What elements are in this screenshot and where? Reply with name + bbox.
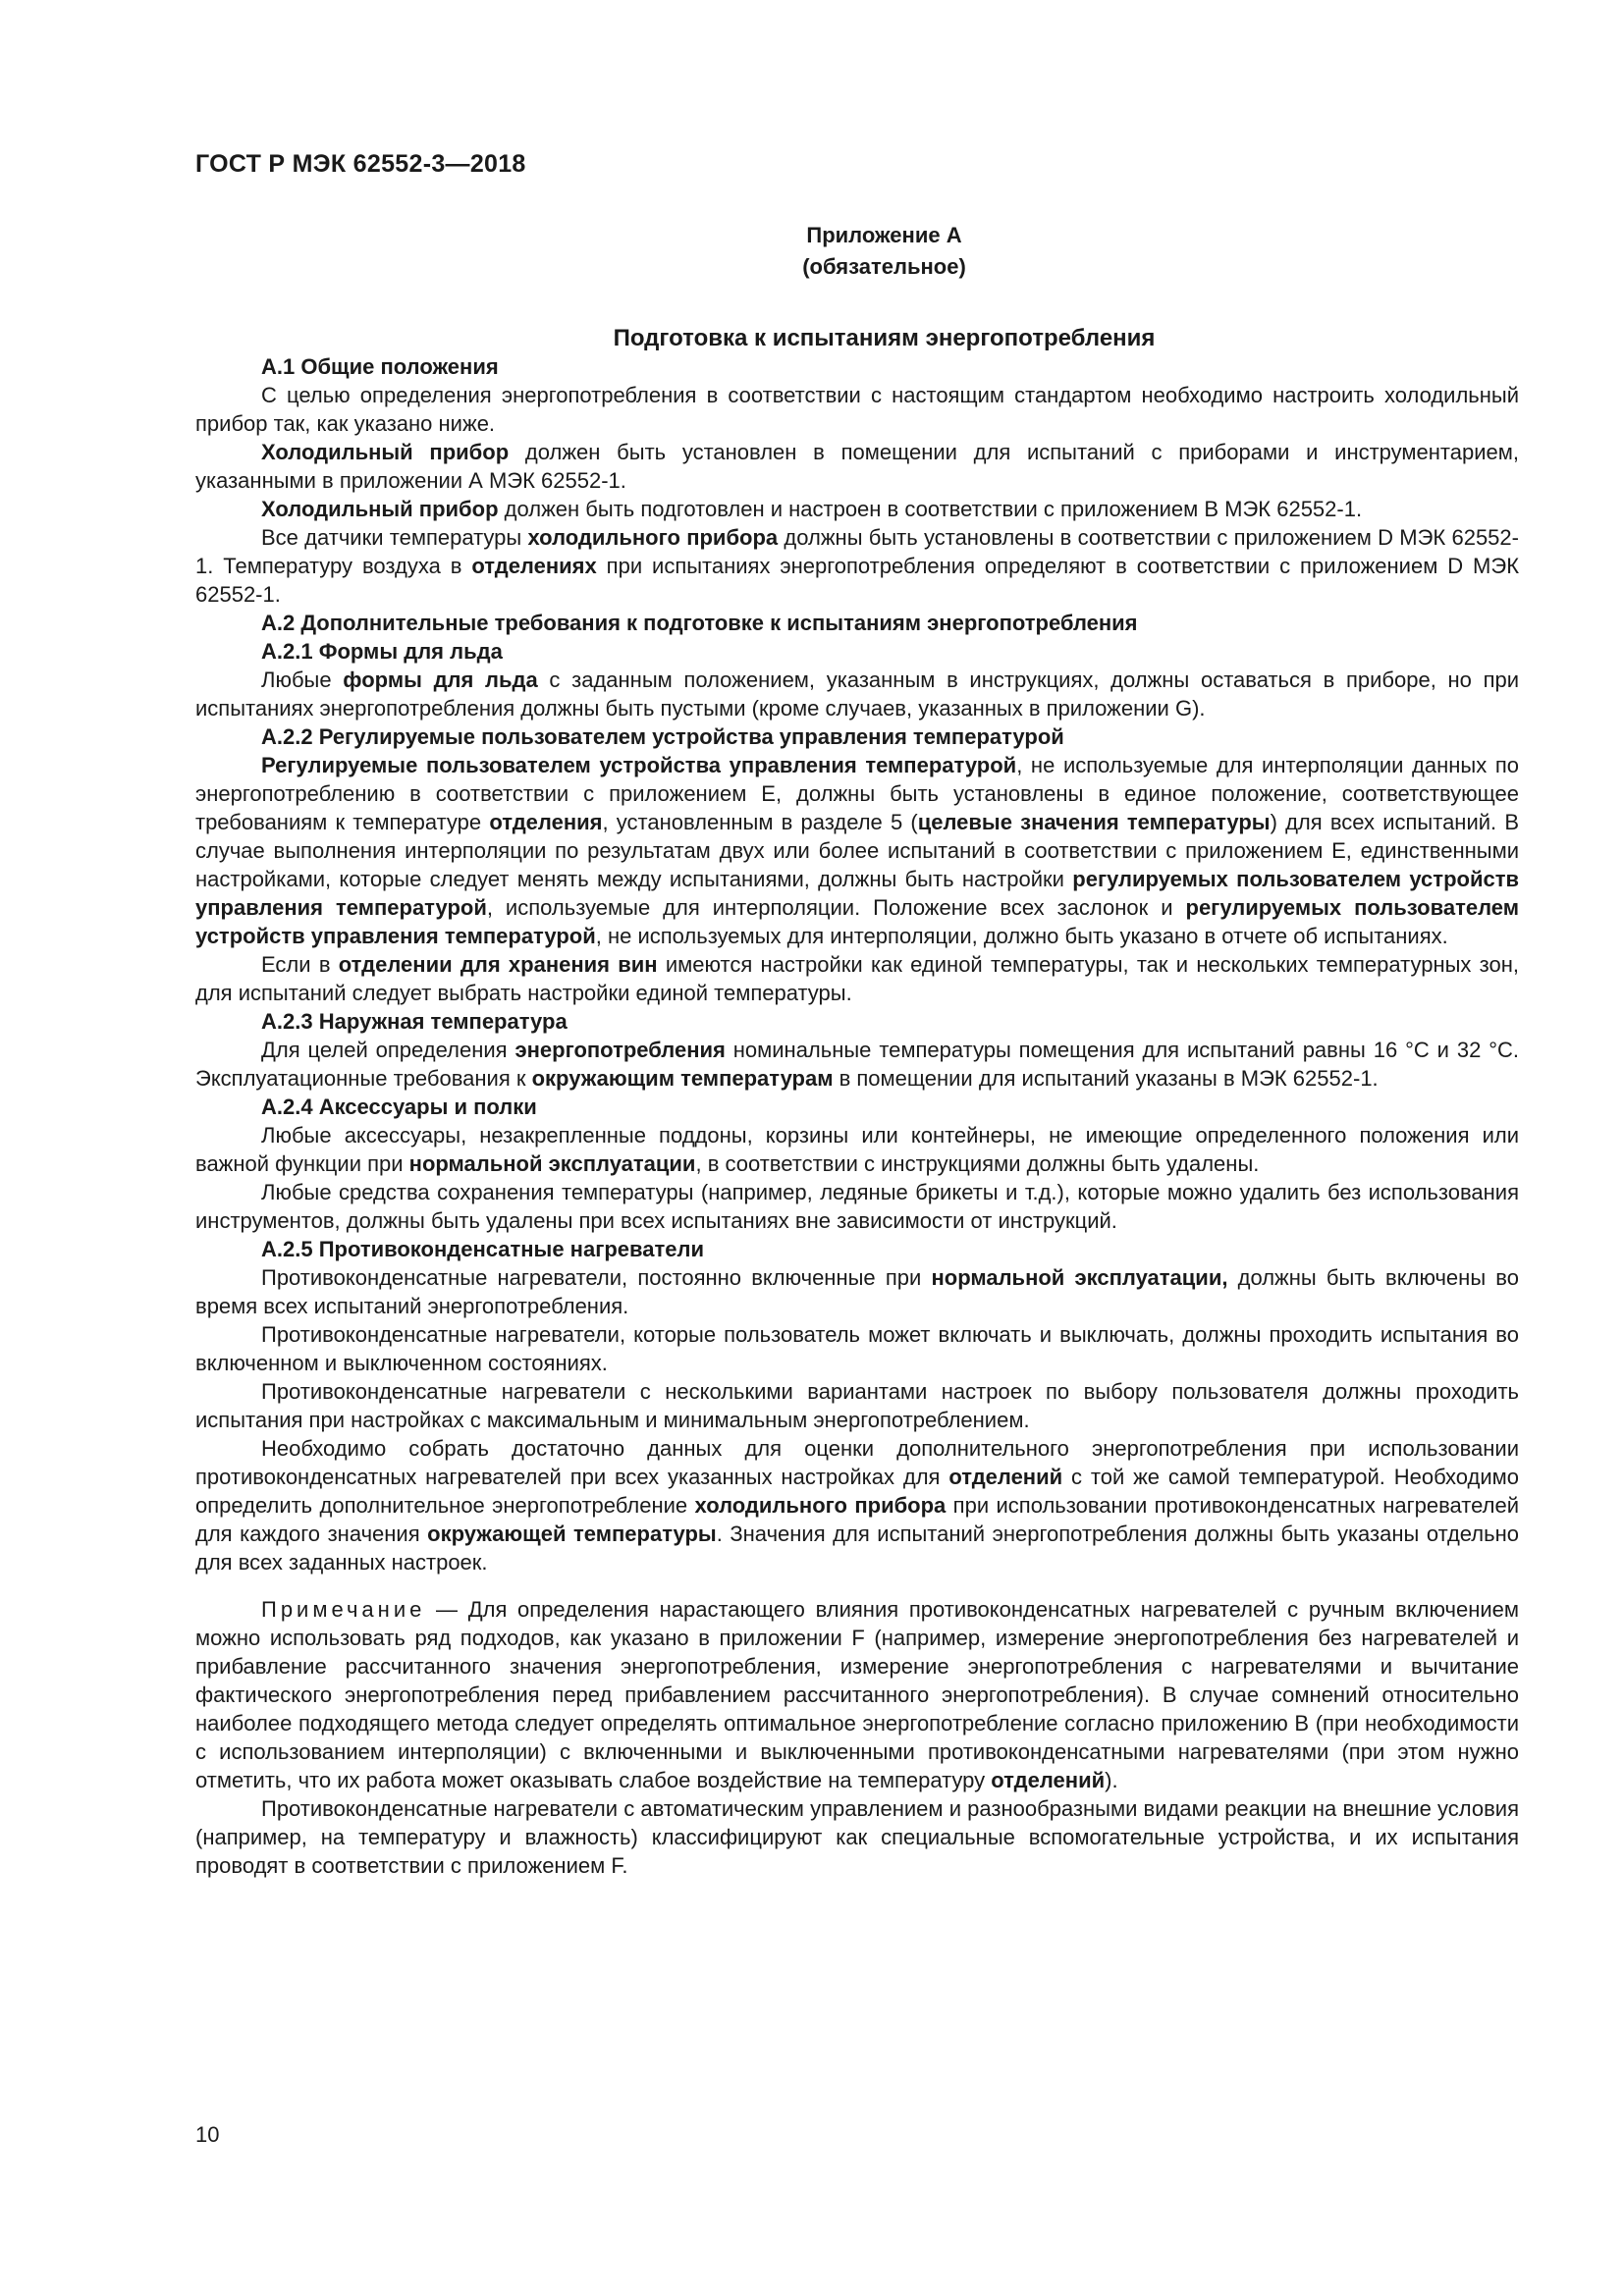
page-number: 10: [195, 2122, 220, 2147]
term-bold: нормальной эксплуатации: [408, 1151, 696, 1176]
section-a25-paragraph-4: [195, 1434, 1519, 1576]
section-a25-paragraph-3: Противоконденсатные нагреватели с несколькими вариантами настроек по выбору пользователя должны проходить испытания при настройках с максимальным и минимальным энергопотреблением.: [195, 1379, 1519, 1432]
section-a24-heading: А.2.4 Аксессуары и полки: [261, 1095, 537, 1119]
section-a24-paragraph-1: [195, 1121, 1519, 1178]
section-a1-paragraph-1: С целью определения энергопотребления в соответствии с настоящим стандартом необходимо настроить холодильный прибор так, как указано ниже.: [195, 383, 1519, 436]
text-run: Любые аксессуары, незакрепленные поддоны, корзины или контейнеры, не имеющие определенного положения или важной функции при: [195, 1123, 1519, 1176]
text-run: имеются настройки как единой температуры, так и нескольких температурных зон, для испытаний следует выбрать настройки единой температуры.: [195, 952, 1520, 1005]
section-a1-paragraph-4: [195, 523, 1519, 609]
text-run: должен быть подготовлен и настроен в соответствии с приложением В МЭК 62552-1.: [498, 497, 1363, 521]
text-run: Необходимо собрать достаточно данных для оценки дополнительного энергопотребления при использовании противоконденсатных нагревателей при всех указанных настройках для: [195, 1436, 1519, 1489]
term-bold: отделений: [991, 1768, 1106, 1792]
document-header: ГОСТ Р МЭК 62552-3—2018: [195, 150, 526, 178]
text-run: должны быть установлены в соответствии с приложением D МЭК 62552-1. Температуру воздуха в: [195, 525, 1519, 578]
term-bold: Холодильный прибор: [261, 497, 499, 521]
section-a21-heading: А.2.1 Формы для льда: [261, 639, 503, 664]
note-paragraph: [195, 1595, 1519, 1794]
section-a2-heading: А.2 Дополнительные требования к подготовке к испытаниям энергопотребления: [261, 611, 1138, 635]
term-bold: окружающей температуры: [427, 1522, 717, 1546]
term-bold: окружающим температурам: [531, 1066, 834, 1091]
annex-status: (обязательное): [802, 254, 966, 279]
section-a25-paragraph-1: [195, 1263, 1519, 1320]
term-bold: отделениях: [471, 554, 597, 578]
section-a24-paragraph-2: Любые средства сохранения температуры (например, ледяные брикеты и т.д.), которые можно удалить без использования инструментов, должны быть удалены при всех испытаниях вне зависимости от инструкций.: [195, 1180, 1519, 1233]
section-a22-heading: А.2.2 Регулируемые пользователем устройства управления температурой: [261, 724, 1064, 749]
term-bold: целевые значения температуры: [917, 810, 1271, 834]
document-body: [195, 220, 1519, 1880]
term-bold: энергопотребления: [514, 1038, 726, 1062]
annex-title: Приложение А: [806, 223, 962, 247]
section-a1-paragraph-3: [195, 495, 1519, 523]
text-run: , не используемые для интерполяции данных по энергопотреблению в соответствии с приложением Е, должны быть установлены в единое положение, соответствующее требованиям к температуре: [195, 753, 1519, 834]
text-run: Для целей определения: [261, 1038, 515, 1062]
text-run: . Значения для испытаний энергопотребления должны быть указаны отдельно для всех заданных настроек.: [195, 1522, 1519, 1575]
text-run: , не используемых для интерполяции, должно быть указано в отчете об испытаниях.: [595, 924, 1448, 948]
text-run: , используемые для интерполяции. Положение всех заслонок и: [486, 895, 1186, 920]
term-bold: холодильного прибора: [694, 1493, 947, 1518]
text-run: номинальные температуры помещения для испытаний равны 16 °С и 32 °С. Эксплуатационные требования к: [195, 1038, 1520, 1091]
term-bold: регулируемых пользователем устройств управления температурой: [195, 867, 1519, 920]
text-run: Любые: [261, 667, 344, 692]
term-bold: отделений: [948, 1465, 1063, 1489]
text-run: , в соответствии с инструкциями должны быть удалены.: [695, 1151, 1260, 1176]
section-a21-paragraph: [195, 666, 1519, 722]
annex-heading: Подготовка к испытаниям энергопотребления: [613, 325, 1156, 351]
term-bold: формы для льда: [343, 667, 538, 692]
text-run: Все датчики температуры: [261, 525, 528, 550]
section-a22-paragraph-1: [195, 751, 1519, 950]
text-run: ).: [1105, 1768, 1118, 1792]
term-bold: Холодильный прибор: [261, 440, 510, 464]
term-bold: Регулируемые пользователем устройства управления температурой: [261, 753, 1017, 777]
term-bold: отделении для хранения вин: [338, 952, 658, 977]
text-run: должны быть включены во время всех испытаний энергопотребления.: [195, 1265, 1519, 1318]
term-bold: отделения: [489, 810, 603, 834]
term-bold: нормальной эксплуатации,: [931, 1265, 1228, 1290]
section-a23-heading: А.2.3 Наружная температура: [261, 1009, 568, 1034]
section-a25-heading: А.2.5 Противоконденсатные нагреватели: [261, 1237, 705, 1261]
text-run: Если в: [261, 952, 339, 977]
term-bold: регулируемых пользователем устройств управления температурой: [195, 895, 1519, 948]
text-run: с той же самой температурой. Необходимо определить дополнительное энергопотребление: [195, 1465, 1519, 1518]
section-a22-paragraph-2: [195, 950, 1519, 1007]
text-run: — Для определения нарастающего влияния противоконденсатных нагревателей с ручным включением можно использовать ряд подходов, как указано в приложении F (например, измерение энергопотребления без нагревателей и прибавление рассчитанного значения энергопотребления, измерение энергопотребления с нагревателями и вычитание фактического энергопотребления перед прибавлением рассчитанного энергопотребления). В случае сомнений относительно наиболее подходящего метода следует определять оптимальное энергопотребление согласно приложению В (при необходимости с использованием интерполяции) с включенными и выключенными противоконденсатными нагревателями (при этом нужно отметить, что их работа может оказывать слабое воздействие на температуру: [195, 1597, 1519, 1792]
text-run: при испытаниях энергопотребления определяют в соответствии с приложением D МЭК 62552-1.: [195, 554, 1520, 607]
note-paragraph-2: Противоконденсатные нагреватели с автоматическим управлением и разнообразными видами реакции на внешние условия (например, на температуру и влажность) классифицируют как специальные вспомогательные устройства, и их испытания проводят в соответствии с приложением F.: [195, 1796, 1519, 1878]
section-a1-heading: А.1 Общие положения: [261, 354, 499, 379]
text-run: при использовании противоконденсатных нагревателей для каждого значения: [195, 1493, 1519, 1546]
text-run: в помещении для испытаний указаны в МЭК 62552-1.: [833, 1066, 1379, 1091]
section-a23-paragraph: [195, 1036, 1519, 1093]
section-a25-paragraph-2: Противоконденсатные нагреватели, которые пользователь может включать и выключать, должны проходить испытания во включенном и выключенном состояниях.: [195, 1322, 1519, 1375]
term-bold: холодильного прибора: [527, 525, 779, 550]
section-a1-paragraph-2: [195, 438, 1519, 495]
text-run: должен быть установлен в помещении для испытаний с приборами и инструментарием, указанными в приложении А МЭК 62552-1.: [195, 440, 1519, 493]
text-run: , установленным в разделе 5 (: [602, 810, 918, 834]
text-run: Противоконденсатные нагреватели, постоянно включенные при: [261, 1265, 932, 1290]
text-run: ) для всех испытаний. В случае выполнения интерполяции по результатам двух или более испытаний в соответствии с приложением Е, единственными настройками, которые следует менять между испытаниями, должны быть настройки: [195, 810, 1520, 891]
note-label: Примечание: [261, 1597, 426, 1622]
text-run: с заданным положением, указанным в инструкциях, должны оставаться в приборе, но при испытаниях энергопотребления должны быть пустыми (кроме случаев, указанных в приложении G).: [195, 667, 1520, 721]
